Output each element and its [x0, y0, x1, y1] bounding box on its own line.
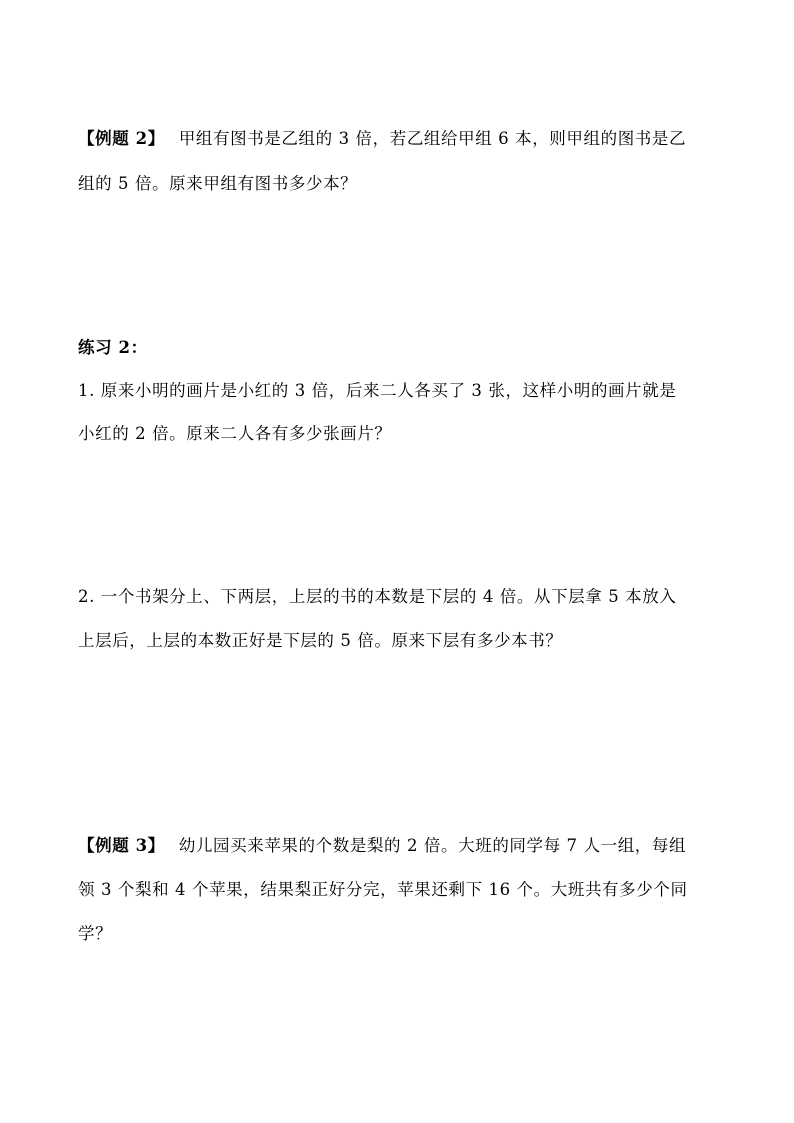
- practice2-q1-line1: 1. 原来小明的画片是小红的 3 倍，后来二人各买了 3 张，这样小明的画片就是: [78, 381, 677, 400]
- practice2-heading: 练习 2：: [78, 338, 148, 357]
- practice2-q2-line2: 上层后，上层的本数正好是下层的 5 倍。原来下层有多少本书？: [78, 631, 563, 650]
- example2-text-line1: 甲组有图书是乙组的 3 倍，若乙组给甲组 6 本，则甲组的图书是乙: [178, 129, 687, 148]
- practice2-q2-line1: 2. 一个书架分上、下两层，上层的书的本数是下层的 4 倍。从下层拿 5 本放入: [78, 587, 677, 606]
- example3-text-line1: 幼儿园买来苹果的个数是梨的 2 倍。大班的同学每 7 人一组，每组: [178, 836, 687, 855]
- example3-line1: [78, 835, 738, 857]
- example2-line1: [78, 128, 738, 150]
- example2-line2: 组的 5 倍。原来甲组有图书多少本？: [78, 174, 358, 193]
- example3-label: 【例题 3】: [78, 836, 165, 855]
- example3-line2: 领 3 个梨和 4 个苹果，结果梨正好分完，苹果还剩下 16 个。大班共有多少个同: [78, 880, 688, 899]
- practice2-q1-line2: 小红的 2 倍。原来二人各有多少张画片？: [78, 424, 392, 443]
- example3-line3: 学？: [78, 924, 113, 943]
- example2-label: 【例题 2】: [78, 129, 165, 148]
